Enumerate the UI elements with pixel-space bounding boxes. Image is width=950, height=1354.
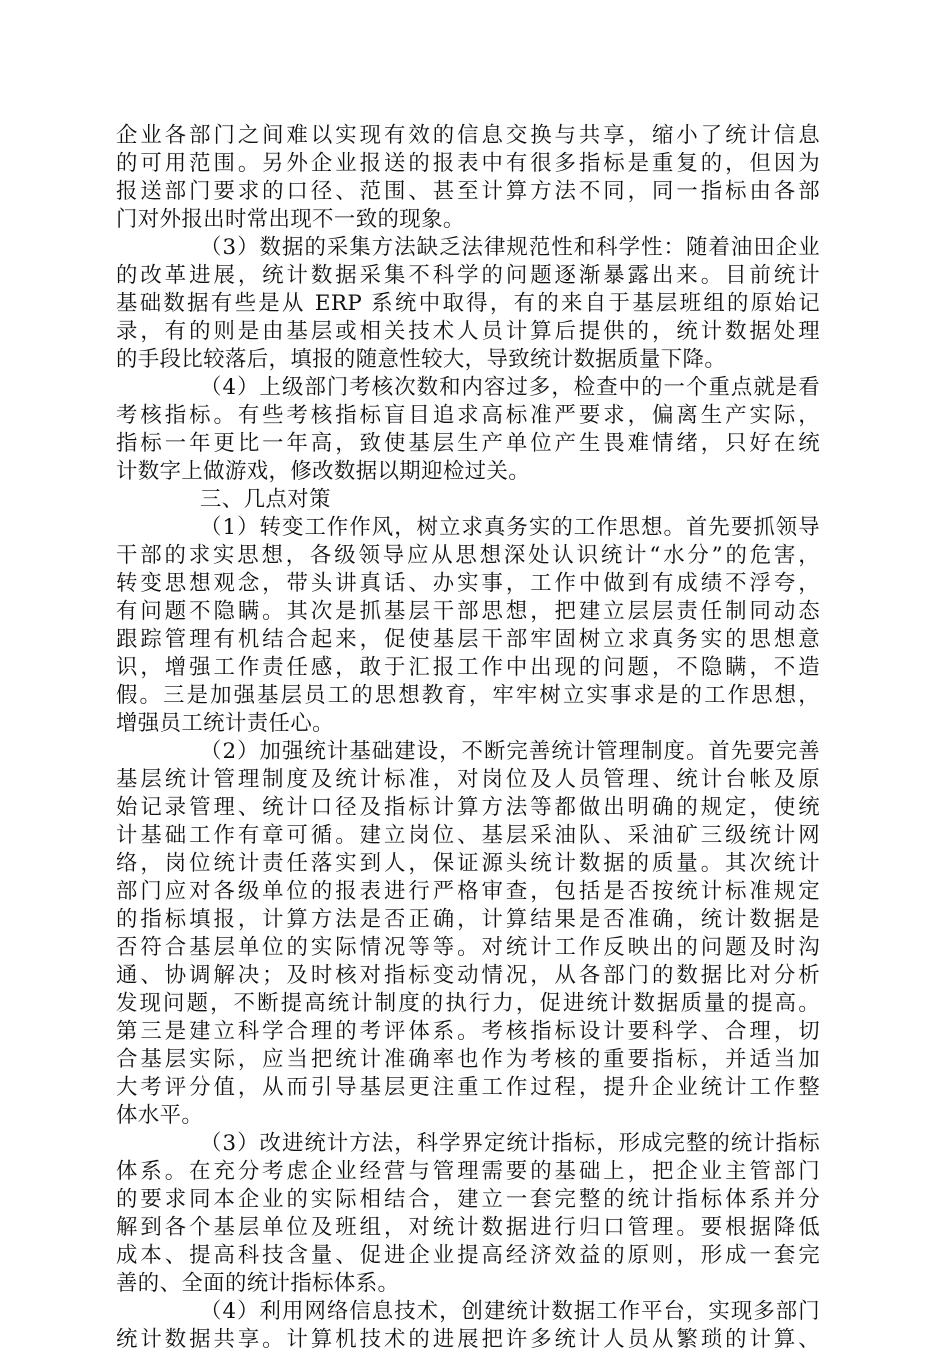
text-line: 大考评分值，从而引导基层更注重工作过程，提升企业统计工作整 xyxy=(116,1075,820,1100)
text-line: 善的、全面的统计指标体系。 xyxy=(116,1271,400,1296)
text-line: 第三是建立科学合理的考评体系。考核指标设计要科学、合理，切 xyxy=(116,1019,820,1044)
text-line: 增强员工统计责任心。 xyxy=(116,711,334,736)
text-line: 成本、提高科技含量、促进企业提高经济效益的原则，形成一套完 xyxy=(116,1243,820,1268)
text-line: 转变思想观念，带头讲真话、办实事，工作中做到有成绩不浮夸， xyxy=(116,571,820,596)
text-line: 识，增强工作责任感，敢于汇报工作中出现的问题，不隐瞒，不造 xyxy=(116,655,820,680)
text-line: 企业各部门之间难以实现有效的信息交换与共享，缩小了统计信息 xyxy=(116,123,820,148)
text-line: 合基层实际，应当把统计准确率也作为考核的重要指标，并适当加 xyxy=(116,1047,820,1072)
text-line: 报送部门要求的口径、范围、甚至计算方法不同，同一指标由各部 xyxy=(116,179,820,204)
text-line: （4）利用网络信息技术，创建统计数据工作平台，实现多部门 xyxy=(200,1299,820,1324)
text-line: 录，有的则是由基层或相关技术人员计算后提供的，统计数据处理 xyxy=(116,319,820,344)
text-line: 解到各个基层单位及班组，对统计数据进行归口管理。要根据降低 xyxy=(116,1215,820,1240)
text-line: 三、几点对策 xyxy=(200,487,331,512)
text-line: 考核指标。有些考核指标盲目追求高标准严要求，偏离生产实际， xyxy=(116,403,820,428)
text-line: 的手段比较落后，填报的随意性较大，导致统计数据质量下降。 xyxy=(116,347,727,372)
text-line: （1）转变工作作风，树立求真务实的工作思想。首先要抓领导 xyxy=(200,515,820,540)
text-line: 部门应对各级单位的报表进行严格审查，包括是否按统计标准规定 xyxy=(116,879,820,904)
text-line: （3）改进统计方法，科学界定统计指标，形成完整的统计指标 xyxy=(200,1131,820,1156)
text-line: 始记录管理、统计口径及指标计算方法等都做出明确的规定，使统 xyxy=(116,795,820,820)
text-line: 干部的求实思想，各级领导应从思想深处认识统计“水分”的危害， xyxy=(116,543,820,568)
text-line: 的指标填报，计算方法是否正确，计算结果是否准确，统计数据是 xyxy=(116,907,820,932)
text-line: 否符合基层单位的实际情况等等。对统计工作反映出的问题及时沟 xyxy=(116,935,820,960)
text-line: 假。三是加强基层员工的思想教育，牢牢树立实事求是的工作思想， xyxy=(116,683,820,708)
text-line: 指标一年更比一年高，致使基层生产单位产生畏难情绪，只好在统 xyxy=(116,431,820,456)
text-line: 统计数据共享。计算机技术的进展把许多统计人员从繁琐的计算、 xyxy=(116,1327,820,1352)
text-line: 络，岗位统计责任落实到人，保证源头统计数据的质量。其次统计 xyxy=(116,851,820,876)
text-line: 门对外报出时常出现不一致的现象。 xyxy=(116,207,465,232)
text-line: 体水平。 xyxy=(116,1103,204,1128)
text-line: 的改革进展，统计数据采集不科学的问题逐渐暴露出来。目前统计 xyxy=(116,263,820,288)
text-line: 体系。在充分考虑企业经营与管理需要的基础上，把企业主管部门 xyxy=(116,1159,820,1184)
text-line: （2）加强统计基础建设，不断完善统计管理制度。首先要完善 xyxy=(200,739,820,764)
text-line: （3）数据的采集方法缺乏法律规范性和科学性：随着油田企业 xyxy=(200,235,820,260)
text-line: 跟踪管理有机结合起来，促使基层干部牢固树立求真务实的思想意 xyxy=(116,627,820,652)
text-line: 计基础工作有章可循。建立岗位、基层采油队、采油矿三级统计网 xyxy=(116,823,820,848)
text-line: 计数字上做游戏，修改数据以期迎检过关。 xyxy=(116,459,531,484)
text-line: 基础数据有些是从 ERP 系统中取得，有的来自于基层班组的原始记 xyxy=(116,291,820,316)
text-line: 有问题不隐瞒。其次是抓基层干部思想，把建立层层责任制同动态 xyxy=(116,599,820,624)
text-line: 发现问题，不断提高统计制度的执行力，促进统计数据质量的提高。 xyxy=(116,991,820,1016)
text-line: 的可用范围。另外企业报送的报表中有很多指标是重复的，但因为 xyxy=(116,151,820,176)
document-body xyxy=(116,122,820,1354)
text-line: （4）上级部门考核次数和内容过多，检查中的一个重点就是看 xyxy=(200,375,820,400)
text-line: 基层统计管理制度及统计标准，对岗位及人员管理、统计台帐及原 xyxy=(116,767,820,792)
text-line: 的要求同本企业的实际相结合，建立一套完整的统计指标体系并分 xyxy=(116,1187,820,1212)
text-line: 通、协调解决；及时核对指标变动情况，从各部门的数据比对分析 xyxy=(116,963,820,988)
